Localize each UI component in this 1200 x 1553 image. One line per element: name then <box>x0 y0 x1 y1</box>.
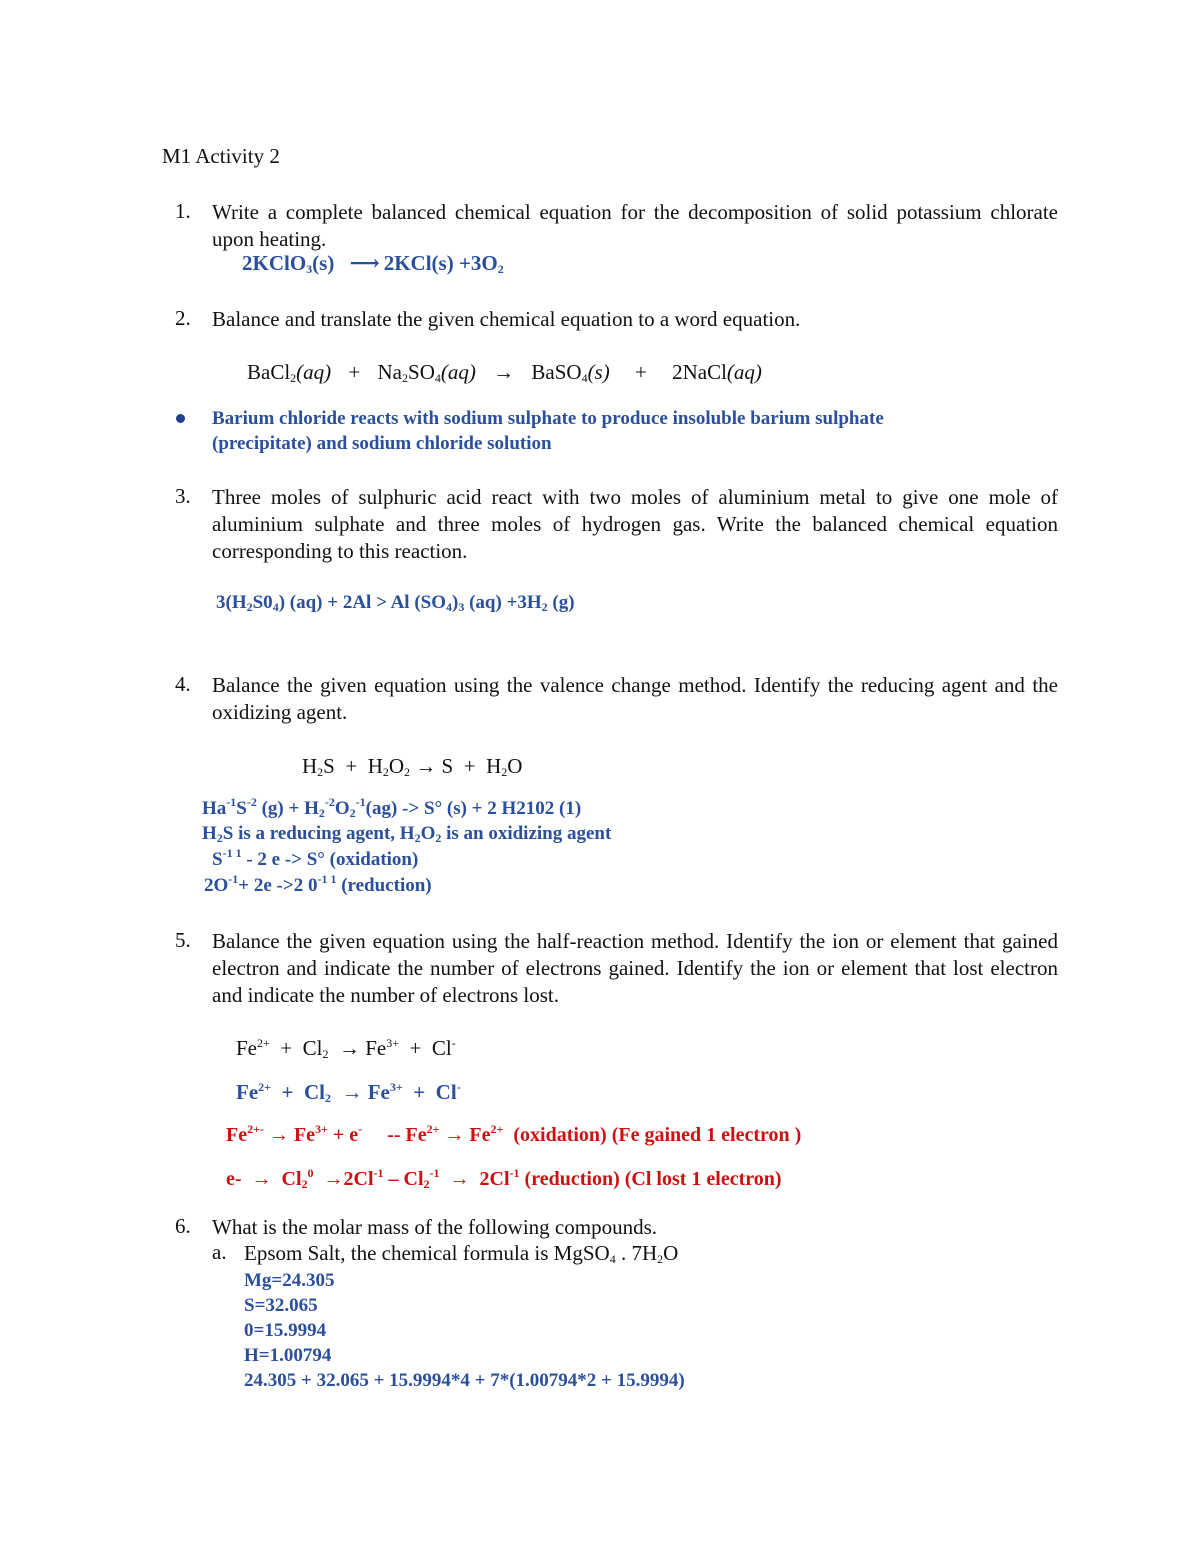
q2-equation: BaCl$_2$(aq) + $Na_2SO_4(aq)$ → BaSO$_4$(s) + 2NaCl(aq) <box>247 360 762 385</box>
q3-number: 3. <box>175 484 191 508</box>
q2-answer-line1: Barium chloride reacts with sodium sulphate to produce insoluble barium sulphate <box>212 408 884 429</box>
q1-answer: 2KClO$_3$(s) ⟶ $2KCl(s) +3O_2$ <box>242 251 504 276</box>
q6a-text: Epsom Salt, the chemical formula is MgSO$_4$ . $7H_2O$ <box>244 1241 679 1266</box>
q4-number: 4. <box>175 672 191 696</box>
q5-equation: $Fe^{2+} + Cl_2 \to Fe^{3+} + Cl^-$ <box>236 1036 456 1061</box>
molar-mass-o: 0=15.9994 <box>244 1320 327 1341</box>
q1-number: 1. <box>175 199 191 223</box>
bullet-icon <box>176 414 185 423</box>
molar-mass-sum: 24.305 + 32.065 + 15.9994*4 + 7*(1.00794*2 + 15.9994) <box>244 1370 685 1391</box>
molar-mass-h: H=1.00794 <box>244 1345 332 1366</box>
molar-mass-s: S=32.065 <box>244 1295 318 1316</box>
arrow-icon: ⟶ <box>349 251 380 275</box>
q4-answer-line4: $2O^{-1}+ 2e$ ->2 $0^{-1 1}$ (reduction) <box>204 872 432 896</box>
molar-mass-mg: Mg=24.305 <box>244 1270 335 1291</box>
q6-number: 6. <box>175 1214 191 1238</box>
q6-text: What is the molar mass of the following compounds. <box>212 1215 658 1239</box>
q4-equation: $H_2S + H_2O_2 \to S + H_2O$ <box>302 754 523 779</box>
q5-equation-answer: $Fe^{2+} + Cl_2 \to Fe^{3+} + Cl^-$ <box>236 1080 461 1105</box>
q5-number: 5. <box>175 928 191 952</box>
q4-answer-line2: $H_2S$ is a reducing agent, $H_2O_2$ is an oxidizing agent <box>202 823 612 845</box>
q3-answer: $3(H_2S0_4) (aq) + 2Al > Al$ $(SO_4)_3$ $(aq) +3H_2$ (g) <box>216 592 575 614</box>
q1-text: Write a complete balanced chemical equation for the decomposition of solid potassium chlorate upon heating. <box>212 200 1058 251</box>
q2-number: 2. <box>175 306 191 330</box>
q5-reduction-line: $e- \to Cl_2^0 \to 2Cl^{-1} - Cl_2^{-1} \to 2Cl^{-1}$ (reduction) (Cl lost 1 electron) <box>226 1166 782 1191</box>
q4-answer-line1: $Ha^{-1}S^{-2}$ $(g) + H_2^{-2}O_2^{-1}(ag) -> S^\circ$ (s) + 2 H2102 (1) <box>202 795 582 820</box>
page-title: M1 Activity 2 <box>162 144 280 168</box>
q4-answer-line3: $S^{-1 1} - 2$ e -> S° (oxidation) <box>212 846 419 870</box>
q5-oxidation-line: $Fe^{2+-} \to Fe^{3+} + e^-$ -- $Fe^{2+} \to Fe^{2+}$ (oxidation) (Fe gained 1 electron ) <box>226 1122 802 1146</box>
q5-text: Balance the given equation using the half-reaction method. Identify the ion or element that gained electron and indicate the number of electrons gained. Identify the ion or element that lost electron and indicate the number of electrons lost. <box>212 929 1058 1007</box>
q4-text: Balance the given equation using the valence change method. Identify the reducing agent and the oxidizing agent. <box>212 673 1058 724</box>
q2-answer-line2: (precipitate) and sodium chloride solution <box>212 433 552 454</box>
q2-text: Balance and translate the given chemical equation to a word equation. <box>212 307 801 331</box>
q3-text: Three moles of sulphuric acid react with two moles of aluminium metal to give one mole of aluminium sulphate and three moles of hydrogen gas. Write the balanced chemical equation corresponding to this reaction. <box>212 485 1058 563</box>
q6a-letter: a. <box>212 1240 227 1264</box>
